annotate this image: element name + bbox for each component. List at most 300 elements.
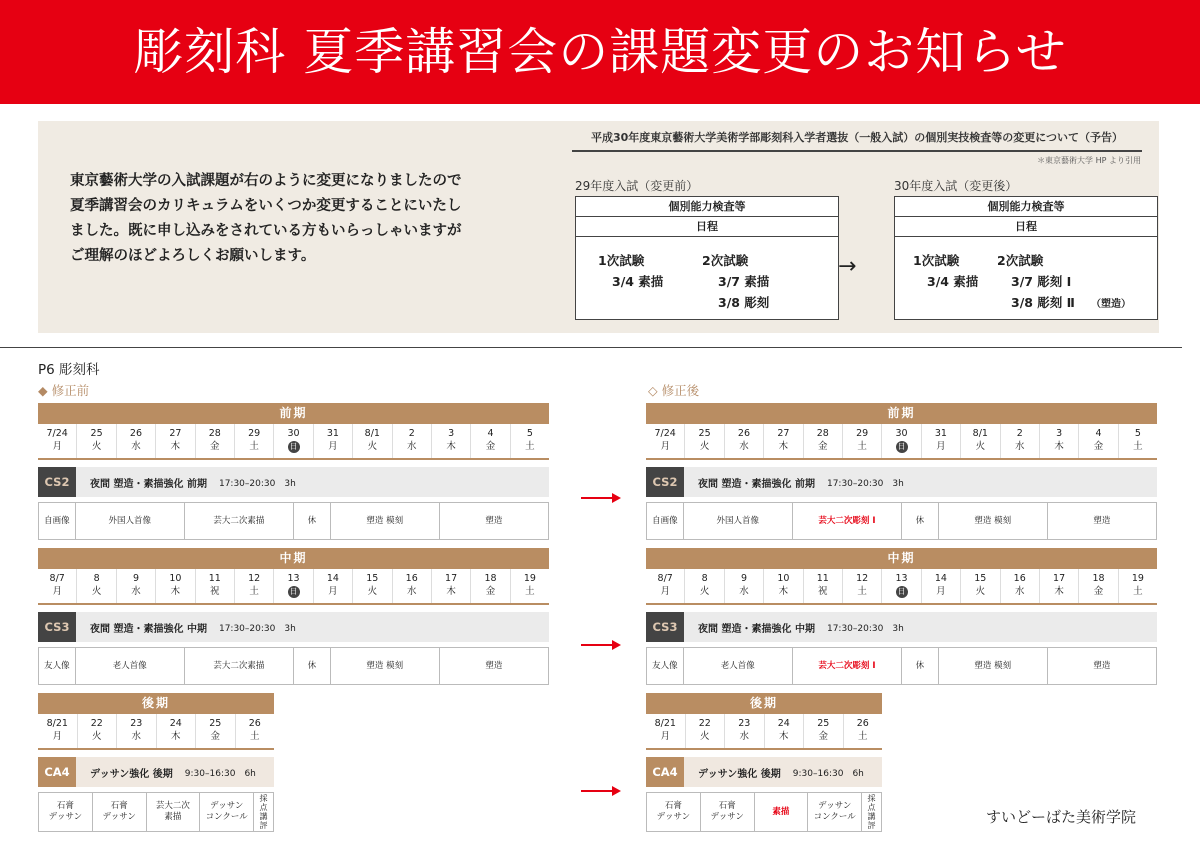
schedule-cell: デッサン コンクール: [807, 793, 861, 831]
date-number: 5: [526, 428, 533, 439]
course-bar: [646, 467, 1157, 497]
date-number: 22: [698, 718, 711, 729]
date-cell: [881, 424, 920, 458]
date-number: 9: [132, 573, 139, 584]
schedule-cell: 老人首像: [75, 648, 184, 684]
date-number: 28: [816, 428, 829, 439]
intro-text: [70, 169, 530, 269]
schedule-cell: 友人像: [652, 660, 678, 671]
arrow-icon: →: [838, 254, 857, 279]
schedule-cell: 採点講評: [861, 793, 881, 831]
date-cell: [1118, 569, 1157, 603]
date-number: 25: [90, 428, 103, 439]
date-number: 18: [484, 573, 497, 584]
schedule-cell: 素描: [754, 793, 808, 831]
course-title: 夜間 塑造・素描強化 前期: [90, 478, 207, 490]
date-number: 29: [248, 428, 261, 439]
sunday-badge: 日: [289, 442, 298, 451]
date-cell: [646, 424, 684, 458]
weekday: 火: [367, 441, 378, 452]
date-row: [38, 714, 274, 750]
weekday: 木: [778, 731, 789, 742]
course-time: 17:30–20:30 3h: [218, 623, 296, 634]
date-cell: [234, 424, 273, 458]
weekday: [274, 440, 312, 453]
weekday: 水: [739, 731, 749, 742]
date-cell: [803, 424, 842, 458]
date-number: 9: [740, 573, 747, 584]
after-exam-label: 30年度入試（変更後）: [894, 179, 1018, 193]
date-number: 19: [1131, 573, 1144, 584]
weekday: 木: [446, 586, 456, 597]
schedule-cell: 芸大二次素描: [184, 648, 293, 684]
date-cell: [470, 569, 509, 603]
date-number: 8: [701, 573, 708, 584]
date-number: 14: [326, 573, 339, 584]
weekday: 土: [1133, 586, 1143, 597]
date-cell: [843, 714, 883, 748]
weekday: 木: [1054, 441, 1064, 452]
date-number: 25: [817, 718, 830, 729]
course-tag: CS3: [646, 612, 684, 642]
date-number: 15: [974, 573, 987, 584]
weekday: [882, 585, 920, 598]
date-cell: [195, 569, 234, 603]
date-cell: [352, 424, 391, 458]
weekday: 火: [699, 731, 710, 742]
date-number: 23: [738, 718, 751, 729]
schedule-row: [646, 502, 1157, 540]
course-name: [76, 612, 296, 642]
schedule-cell: 休: [293, 648, 330, 684]
after-label: ◇ 修正後: [648, 383, 700, 398]
date-cell: [234, 569, 273, 603]
schedule-cell: 塑造 模刻: [330, 648, 439, 684]
date-cell: [431, 424, 470, 458]
date-cell: [921, 569, 960, 603]
schedule-cell: 石膏 デッサン: [48, 801, 83, 822]
date-number: 17: [1053, 573, 1066, 584]
before-label: ◆ 修正前: [38, 383, 90, 398]
date-cell: [1039, 569, 1078, 603]
weekday: 月: [660, 586, 670, 597]
weekday: 月: [328, 441, 338, 452]
date-cell: [510, 424, 549, 458]
schedule-cell: 塑造: [1047, 503, 1156, 539]
late-after-block: [646, 693, 882, 832]
exam-first: 1次試験: [913, 253, 960, 268]
course-tag: CS2: [38, 467, 76, 497]
exam-date: 3/8 彫刻 Ⅱ: [1011, 295, 1075, 310]
title-banner: [0, 0, 1200, 104]
date-number: 8/1: [972, 428, 988, 439]
weekday: 火: [367, 586, 378, 597]
date-cell: [684, 424, 723, 458]
info-panel: [38, 121, 1159, 333]
exam-first: 1次試験: [598, 253, 645, 268]
date-cell: [392, 569, 431, 603]
date-cell: [195, 714, 235, 748]
exam-date: 3/7 素描: [718, 274, 770, 289]
intro-line: ました。既に申し込みをされている方もいらっしゃいますが: [70, 223, 462, 239]
period-title: 前期: [38, 403, 549, 424]
date-cell: [803, 569, 842, 603]
exam-note: （塑造）: [1091, 299, 1131, 310]
date-cell: [646, 714, 685, 748]
schedule-cell: 外国人首像: [75, 503, 184, 539]
course-name: [684, 467, 904, 497]
weekday: 月: [52, 586, 62, 597]
date-cell: [842, 424, 881, 458]
weekday: 火: [91, 731, 102, 742]
date-number: 8: [93, 573, 100, 584]
date-number: 26: [248, 718, 261, 729]
period-title: 後期: [38, 693, 274, 714]
date-number: 4: [1095, 428, 1102, 439]
date-number: 3: [448, 428, 455, 439]
mid-before-block: [38, 548, 549, 685]
weekday: 木: [778, 586, 789, 597]
schedule-cell: 友人像: [44, 660, 70, 671]
date-number: 8/21: [46, 718, 68, 729]
exam-subheader: 日程: [576, 217, 838, 237]
course-tag: CS3: [38, 612, 76, 642]
period-title: 中期: [646, 548, 1157, 569]
date-number: 4: [487, 428, 494, 439]
date-number: 29: [856, 428, 869, 439]
date-cell: [76, 569, 115, 603]
schedule-row: [38, 647, 549, 685]
weekday: 水: [131, 441, 141, 452]
date-cell: [313, 424, 352, 458]
exam-date: 3/8 彫刻: [718, 295, 770, 310]
schedule-cell: 石膏 デッサン: [700, 793, 754, 831]
date-number: 28: [208, 428, 221, 439]
weekday: 水: [406, 586, 417, 597]
date-row: [38, 569, 549, 605]
date-cell: [763, 424, 802, 458]
weekday: 火: [975, 441, 986, 452]
course-time: 17:30–20:30 3h: [218, 478, 296, 489]
course-title: デッサン強化 後期: [90, 768, 173, 780]
date-number: 13: [287, 573, 300, 584]
period-title: 後期: [646, 693, 882, 714]
schedule-cell: 石膏 デッサン: [656, 801, 691, 822]
weekday: 金: [485, 586, 496, 597]
sunday-badge: 日: [897, 587, 906, 596]
weekday: 木: [170, 586, 181, 597]
weekday: 金: [1093, 586, 1104, 597]
date-cell: [1078, 424, 1117, 458]
weekday: 金: [818, 441, 828, 452]
schedule-cell: 塑造: [439, 503, 548, 539]
date-number: 31: [934, 428, 947, 439]
date-cell: [76, 424, 115, 458]
divider: [0, 347, 1182, 348]
schedule-row: [38, 792, 274, 832]
exam-second: 2次試験: [702, 253, 749, 268]
date-number: 31: [326, 428, 339, 439]
date-cell: [646, 569, 684, 603]
weekday: 木: [446, 441, 456, 452]
weekday: 金: [485, 441, 496, 452]
intro-line: ご理解のほどよろしくお願いします。: [70, 248, 316, 264]
weekday: 月: [52, 731, 62, 742]
weekday: 金: [210, 731, 220, 742]
weekday: 祝: [210, 586, 220, 597]
date-cell: [685, 714, 725, 748]
date-cell: [960, 424, 999, 458]
date-number: 13: [895, 573, 908, 584]
weekday: 火: [975, 586, 986, 597]
date-cell: [38, 714, 77, 748]
course-name: [76, 467, 296, 497]
sunday-badge: 日: [897, 442, 906, 451]
early-after-block: [646, 403, 1157, 540]
weekday: 土: [525, 441, 535, 452]
schedule-cell: 塑造 模刻: [330, 503, 439, 539]
date-number: 11: [816, 573, 829, 584]
date-cell: [724, 424, 763, 458]
period-title: 前期: [646, 403, 1157, 424]
schedule-cell: 塑造 模刻: [938, 503, 1047, 539]
weekday: 火: [91, 586, 102, 597]
date-cell: [155, 569, 194, 603]
date-number: 24: [777, 718, 790, 729]
date-number: 15: [366, 573, 379, 584]
schedule-row: [38, 502, 549, 540]
date-cell: [352, 569, 391, 603]
date-number: 23: [130, 718, 143, 729]
date-cell: [392, 424, 431, 458]
schedule-cell: 休: [901, 503, 938, 539]
date-cell: [510, 569, 549, 603]
late-before-block: [38, 693, 274, 832]
exam-date: 3/4 素描: [927, 274, 979, 289]
weekday: 月: [936, 586, 946, 597]
weekday: 月: [660, 441, 670, 452]
weekday: 金: [210, 441, 220, 452]
date-number: 25: [209, 718, 222, 729]
date-number: 27: [777, 428, 790, 439]
date-number: 26: [856, 718, 869, 729]
exam-header: 個別能力検査等: [576, 197, 838, 217]
schedule-cell: 休: [901, 648, 938, 684]
date-number: 25: [698, 428, 711, 439]
date-number: 26: [129, 428, 143, 439]
date-number: 18: [1092, 573, 1105, 584]
date-cell: [1000, 424, 1039, 458]
schedule-cell: 休: [293, 503, 330, 539]
weekday: 土: [857, 731, 868, 742]
weekday: 土: [857, 441, 867, 452]
schedule-cell: 石膏 デッサン: [92, 793, 146, 831]
date-cell: [763, 569, 802, 603]
weekday: 月: [660, 731, 670, 742]
date-cell: [155, 424, 194, 458]
date-cell: [724, 569, 763, 603]
after-exam-box: [894, 196, 1158, 320]
date-number: 7/24: [46, 428, 68, 439]
weekday: 水: [406, 441, 417, 452]
sunday-badge: 日: [289, 587, 298, 596]
before-exam-label: 29年度入試（変更前）: [575, 179, 699, 193]
date-number: 27: [169, 428, 182, 439]
notice-source: ＊東京藝術大学 HP より引用: [1037, 156, 1141, 165]
date-number: 10: [169, 573, 182, 584]
date-cell: [470, 424, 509, 458]
schedule-cell: 外国人首像: [683, 503, 792, 539]
weekday: 土: [1133, 441, 1143, 452]
course-title: 夜間 塑造・素描強化 中期: [90, 623, 207, 635]
weekday: 水: [739, 441, 749, 452]
date-cell: [881, 569, 920, 603]
date-number: 17: [445, 573, 458, 584]
schedule-cell: デッサン コンクール: [199, 793, 253, 831]
date-number: 19: [523, 573, 536, 584]
weekday: 木: [170, 441, 181, 452]
course-time: 17:30–20:30 3h: [826, 478, 904, 489]
date-cell: [803, 714, 843, 748]
date-cell: [156, 714, 196, 748]
date-row: [38, 424, 549, 460]
date-number: 16: [405, 573, 418, 584]
intro-line: 夏季講習会のカリキュラムをいくつか変更することにいたし: [70, 198, 462, 214]
date-cell: [842, 569, 881, 603]
schedule-cell: 自画像: [652, 515, 678, 526]
schedule-cell: 塑造: [439, 648, 548, 684]
before-exam-box: [575, 196, 839, 320]
weekday: [274, 585, 312, 598]
date-cell: [960, 569, 999, 603]
date-cell: [1118, 424, 1157, 458]
date-cell: [116, 569, 155, 603]
schedule-cell: 芸大二次彫刻 Ⅰ: [792, 648, 901, 684]
date-number: 22: [90, 718, 103, 729]
date-cell: [1000, 569, 1039, 603]
date-number: 14: [934, 573, 947, 584]
course-time: 9:30–16:30 6h: [184, 768, 256, 779]
exam-subheader: 日程: [895, 217, 1157, 237]
weekday: 水: [131, 586, 141, 597]
course-bar: [646, 757, 882, 787]
course-name: [684, 612, 904, 642]
weekday: 月: [52, 441, 62, 452]
course-bar: [38, 612, 549, 642]
date-number: 8/7: [49, 573, 65, 584]
date-cell: [764, 714, 804, 748]
course-name: [684, 757, 864, 787]
weekday: 土: [249, 731, 260, 742]
date-cell: [116, 424, 155, 458]
course-title: デッサン強化 後期: [698, 768, 781, 780]
course-name: [76, 757, 256, 787]
weekday: 木: [1054, 586, 1064, 597]
mid-after-block: [646, 548, 1157, 685]
schedule-row: [646, 647, 1157, 685]
date-number: 10: [777, 573, 790, 584]
date-number: 2: [408, 428, 415, 439]
date-number: 12: [248, 573, 261, 584]
date-cell: [724, 714, 764, 748]
schedule-cell: 自画像: [44, 515, 70, 526]
weekday: 金: [1093, 441, 1104, 452]
weekday: 木: [778, 441, 789, 452]
date-cell: [1039, 424, 1078, 458]
date-cell: [235, 714, 275, 748]
weekday: 水: [739, 586, 749, 597]
section-title: P6 彫刻科: [38, 362, 100, 378]
date-number: 8/21: [654, 718, 676, 729]
weekday: 火: [91, 441, 102, 452]
date-cell: [921, 424, 960, 458]
page-title: 彫刻科 夏季講習会の課題変更のお知らせ: [133, 23, 1067, 81]
exam-header: 個別能力検査等: [895, 197, 1157, 217]
date-number: 12: [856, 573, 869, 584]
schedule-cell: 塑造: [1047, 648, 1156, 684]
date-number: 16: [1013, 573, 1026, 584]
date-row: [646, 569, 1157, 605]
course-tag: CA4: [646, 757, 684, 787]
schedule-cell: 老人首像: [683, 648, 792, 684]
course-title: 夜間 塑造・素描強化 中期: [698, 623, 815, 635]
schedule-cell: 芸大二次彫刻 Ⅰ: [792, 503, 901, 539]
weekday: 火: [699, 441, 710, 452]
weekday: 月: [328, 586, 338, 597]
schedule-cell: 塑造 模刻: [938, 648, 1047, 684]
date-number: 24: [169, 718, 182, 729]
date-cell: [1078, 569, 1117, 603]
weekday: 土: [525, 586, 535, 597]
exam-date: 3/7 彫刻 Ⅰ: [1011, 274, 1072, 289]
weekday: 土: [249, 586, 259, 597]
exam-second: 2次試験: [997, 253, 1044, 268]
course-bar: [38, 757, 274, 787]
date-number: 7/24: [654, 428, 676, 439]
weekday: 金: [818, 731, 828, 742]
course-time: 9:30–16:30 6h: [792, 768, 864, 779]
date-number: 3: [1056, 428, 1063, 439]
course-time: 17:30–20:30 3h: [826, 623, 904, 634]
date-number: 2: [1016, 428, 1023, 439]
notice-title: 平成30年度東京藝術大学美術学部彫刻科入学者選抜（一般入試）の個別実技検査等の変更について（予告）: [572, 129, 1142, 152]
red-arrow-icon: [581, 640, 621, 650]
date-cell: [684, 569, 723, 603]
date-row: [646, 714, 882, 750]
date-cell: [116, 714, 156, 748]
intro-line: 東京藝術大学の入試課題が右のように変更になりましたので: [70, 173, 462, 189]
weekday: 水: [1014, 586, 1025, 597]
red-arrow-icon: [581, 786, 621, 796]
course-bar: [38, 467, 549, 497]
weekday: 土: [249, 441, 259, 452]
early-before-block: [38, 403, 549, 540]
course-tag: CA4: [38, 757, 76, 787]
red-arrow-icon: [581, 493, 621, 503]
schedule-row: [646, 792, 882, 832]
schedule-cell: 芸大二次 素描: [146, 793, 200, 831]
weekday: 木: [170, 731, 181, 742]
date-cell: [431, 569, 470, 603]
weekday: 火: [699, 586, 710, 597]
weekday: 土: [857, 586, 867, 597]
course-bar: [646, 612, 1157, 642]
date-number: 30: [895, 428, 908, 439]
course-tag: CS2: [646, 467, 684, 497]
schedule-cell: 採点講評: [253, 793, 273, 831]
exam-date: 3/4 素描: [612, 274, 664, 289]
weekday: 月: [936, 441, 946, 452]
